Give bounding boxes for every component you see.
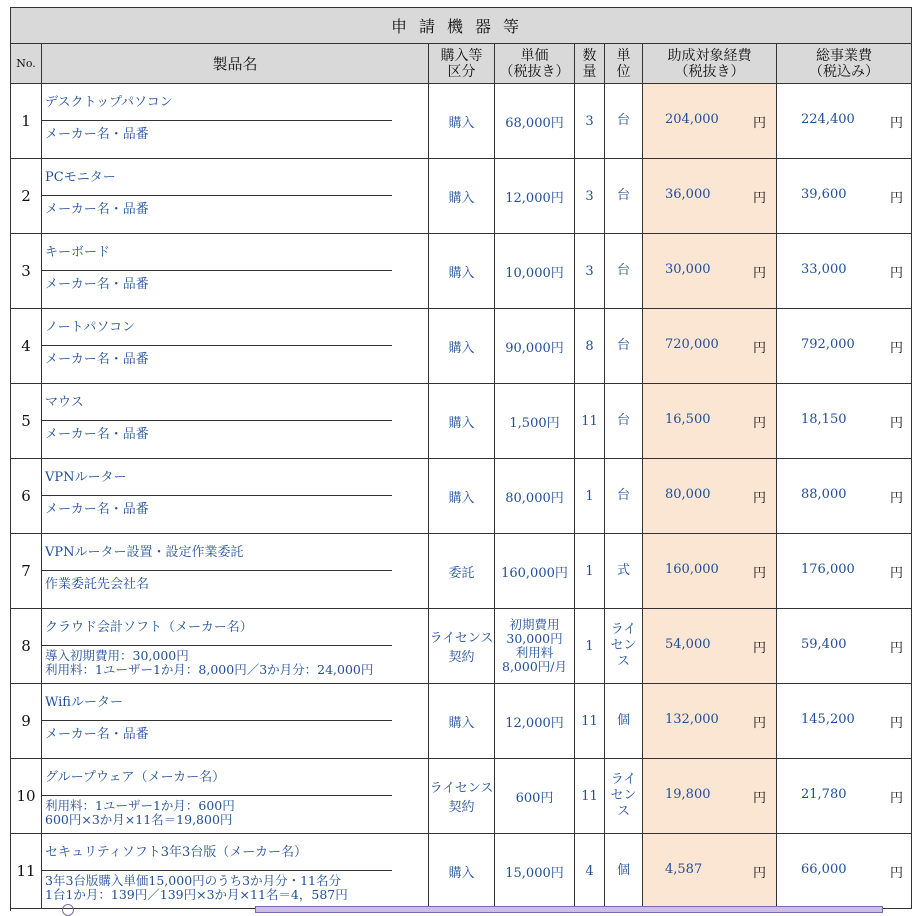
header-unit: 単 位 [605, 44, 643, 84]
unit-price-line: 利用料 [515, 645, 554, 660]
product-detail-line: 利用料：1ユーザー1か月：600円 [45, 798, 235, 813]
total-cost-value: 792,000 [801, 337, 855, 352]
product-name: VPNルーター設置・設定作業委託 [42, 534, 392, 571]
unit-line: 台 [616, 413, 630, 428]
unit-line: 個 [616, 713, 630, 728]
unit [605, 609, 643, 684]
product-name: Wifiルーター [42, 684, 392, 721]
subsidy-cost-value: 132,000 [665, 712, 719, 727]
yen-label: 円 [752, 491, 766, 506]
total-cost-cell [777, 684, 912, 759]
unit-price-line: 80,000円 [505, 490, 564, 506]
yen-label: 円 [752, 716, 766, 731]
product-detail [42, 271, 428, 292]
unit-line: セン [610, 638, 637, 653]
product-name: ノートパソコン [42, 309, 392, 346]
product-detail [42, 721, 428, 742]
quantity: 4 [575, 834, 605, 909]
unit [605, 384, 643, 459]
unit-price-line: 初期費用 [509, 617, 560, 632]
product-cell [42, 759, 429, 834]
unit [605, 684, 643, 759]
yen-label: 円 [890, 866, 904, 881]
product-detail [42, 496, 428, 517]
product-name: クラウド会計ソフト（メーカー名） [42, 609, 392, 646]
unit-price-line: 90,000円 [505, 340, 564, 356]
unit-price [495, 834, 575, 909]
header-product: 製品名 [42, 44, 429, 84]
total-cost-value: 33,000 [801, 262, 847, 277]
quantity: 1 [575, 459, 605, 534]
yen-label: 円 [890, 191, 904, 206]
product-detail-line: メーカー名・品番 [45, 127, 149, 142]
unit-price-line: 68,000円 [505, 115, 564, 131]
subsidy-cost-value: 80,000 [665, 487, 711, 502]
yen-label: 円 [890, 341, 904, 356]
unit-price [495, 309, 575, 384]
product-detail-line: メーカー名・品番 [45, 727, 149, 742]
product-detail [42, 871, 428, 902]
subsidy-cost-value: 30,000 [665, 262, 711, 277]
unit-line: 台 [616, 188, 630, 203]
unit-price-line: 600円 [515, 790, 554, 806]
unit-price [495, 684, 575, 759]
subsidy-cost-value: 720,000 [665, 337, 719, 352]
subsidy-cost-cell [643, 84, 777, 159]
unit-price-line: 10,000円 [505, 265, 564, 281]
unit [605, 834, 643, 909]
total-cost-cell [777, 84, 912, 159]
unit-price-line: 30,000円 [506, 631, 563, 646]
product-cell [42, 609, 429, 684]
unit-line: ライ [610, 772, 637, 787]
unit-price [495, 234, 575, 309]
header-unit-price: 単価 （税抜き） [495, 44, 575, 84]
purchase-type: 購入 [429, 684, 495, 759]
unit-price [495, 459, 575, 534]
row-number: 1 [11, 84, 42, 159]
subsidy-cost-value: 160,000 [665, 562, 719, 577]
unit-line: ス [616, 654, 630, 669]
yen-label: 円 [890, 266, 904, 281]
yen-label: 円 [890, 791, 904, 806]
subsidy-cost-cell [643, 534, 777, 609]
purchase-type: 委託 [429, 534, 495, 609]
yen-label: 円 [752, 191, 766, 206]
product-detail-line: 作業委託先会社名 [45, 577, 150, 592]
row-number: 9 [11, 684, 42, 759]
quantity: 3 [575, 234, 605, 309]
purchase-type: 購入 [429, 159, 495, 234]
unit-line: 台 [616, 263, 630, 278]
yen-label: 円 [890, 716, 904, 731]
product-detail-line: メーカー名・品番 [45, 502, 149, 517]
yen-label: 円 [752, 791, 766, 806]
total-cost-cell [777, 834, 912, 909]
quantity: 1 [575, 534, 605, 609]
product-name: グループウェア（メーカー名） [42, 759, 392, 796]
subsidy-cost-cell [643, 684, 777, 759]
unit-price-line: 8,000円/月 [502, 659, 567, 674]
subsidy-cost-cell [643, 234, 777, 309]
table-row [11, 534, 912, 609]
next-section-bar [255, 906, 883, 913]
row-number: 4 [11, 309, 42, 384]
product-name: セキュリティソフト3年3台版（メーカー名） [42, 834, 392, 871]
total-cost-value: 21,780 [801, 787, 847, 802]
yen-label: 円 [890, 641, 904, 656]
unit-price-line: 1,500円 [509, 415, 560, 431]
unit-line: 台 [616, 113, 630, 128]
unit-price-line: 12,000円 [505, 715, 564, 731]
subsidy-cost-cell [643, 159, 777, 234]
product-detail-line: メーカー名・品番 [45, 352, 149, 367]
yen-label: 円 [752, 566, 766, 581]
product-name: PCモニター [42, 159, 392, 196]
yen-label: 円 [890, 566, 904, 581]
table-row [11, 834, 912, 909]
product-detail-line: メーカー名・品番 [45, 427, 149, 442]
purchase-type: 購入 [429, 384, 495, 459]
row-number: 11 [11, 834, 42, 909]
unit-price [495, 384, 575, 459]
unit-line: セン [610, 788, 637, 803]
unit [605, 759, 643, 834]
yen-label: 円 [890, 116, 904, 131]
total-cost-cell [777, 309, 912, 384]
total-cost-value: 59,400 [801, 637, 847, 652]
subsidy-cost-cell [643, 384, 777, 459]
yen-label: 円 [752, 266, 766, 281]
header-total-cost: 総事業費 （税込み） [777, 44, 912, 84]
total-cost-value: 176,000 [801, 562, 855, 577]
subsidy-cost-value: 16,500 [665, 412, 711, 427]
purchase-type: 購入 [429, 84, 495, 159]
product-detail-line: メーカー名・品番 [45, 202, 149, 217]
product-cell [42, 309, 429, 384]
total-cost-cell [777, 759, 912, 834]
unit [605, 159, 643, 234]
table-row [11, 234, 912, 309]
total-cost-value: 18,150 [801, 412, 847, 427]
quantity: 1 [575, 609, 605, 684]
subsidy-cost-cell [643, 609, 777, 684]
row-number: 10 [11, 759, 42, 834]
header-no: No. [11, 44, 42, 84]
quantity: 11 [575, 384, 605, 459]
product-cell [42, 834, 429, 909]
unit-price [495, 159, 575, 234]
purchase-type: 購入 [429, 234, 495, 309]
subsidy-cost-value: 36,000 [665, 187, 711, 202]
table-row [11, 159, 912, 234]
subsidy-cost-cell [643, 459, 777, 534]
product-detail-line: メーカー名・品番 [45, 277, 149, 292]
header-subsidy-cost: 助成対象経費 （税抜き） [643, 44, 777, 84]
unit-line: 台 [616, 488, 630, 503]
row-number: 8 [11, 609, 42, 684]
quantity: 3 [575, 84, 605, 159]
product-detail [42, 646, 428, 677]
yen-label: 円 [752, 116, 766, 131]
unit [605, 84, 643, 159]
total-cost-value: 66,000 [801, 862, 847, 877]
product-detail-line: 1台1か月：139円／139円×3か月×11名＝4，587円 [45, 887, 348, 902]
product-detail [42, 121, 428, 142]
yen-label: 円 [890, 416, 904, 431]
product-detail-line: 導入初期費用：30,000円 [45, 648, 189, 663]
unit-line: 式 [616, 563, 630, 578]
product-cell [42, 459, 429, 534]
product-cell [42, 684, 429, 759]
header-row [11, 44, 912, 84]
header-purchase-type: 購入等 区分 [429, 44, 495, 84]
quantity: 8 [575, 309, 605, 384]
total-cost-value: 224,400 [801, 112, 855, 127]
row-number: 5 [11, 384, 42, 459]
subsidy-cost-cell [643, 309, 777, 384]
unit-price [495, 759, 575, 834]
purchase-type: ライセンス契約 [429, 609, 495, 684]
purchase-type: 購入 [429, 309, 495, 384]
row-number: 6 [11, 459, 42, 534]
unit-price-line: 12,000円 [505, 190, 564, 206]
table-row [11, 459, 912, 534]
subsidy-cost-value: 19,800 [665, 787, 711, 802]
yen-label: 円 [752, 641, 766, 656]
equipment-table [10, 7, 912, 909]
unit-price-line: 160,000円 [501, 565, 568, 581]
product-detail [42, 346, 428, 367]
unit-price-line: 15,000円 [505, 865, 564, 881]
circle-marker-icon [62, 904, 74, 916]
table-row [11, 309, 912, 384]
yen-label: 円 [752, 416, 766, 431]
header-quantity: 数 量 [575, 44, 605, 84]
purchase-type: ライセンス契約 [429, 759, 495, 834]
product-detail-line: 600円×3か月×11名＝19,800円 [45, 812, 233, 827]
subsidy-cost-cell [643, 834, 777, 909]
yen-label: 円 [752, 341, 766, 356]
row-number: 3 [11, 234, 42, 309]
product-cell [42, 234, 429, 309]
table-row [11, 759, 912, 834]
unit-line: ス [616, 804, 630, 819]
product-cell [42, 384, 429, 459]
unit-price [495, 84, 575, 159]
total-cost-value: 145,200 [801, 712, 855, 727]
product-detail-line: 利用料：1ユーザー1か月：8,000円／3か月分：24,000円 [45, 662, 374, 677]
total-cost-cell [777, 459, 912, 534]
yen-label: 円 [890, 491, 904, 506]
total-cost-value: 88,000 [801, 487, 847, 502]
unit-line: 台 [616, 338, 630, 353]
product-cell [42, 159, 429, 234]
table-row [11, 84, 912, 159]
table-row [11, 684, 912, 759]
quantity: 11 [575, 759, 605, 834]
unit-price [495, 534, 575, 609]
quantity: 11 [575, 684, 605, 759]
unit [605, 309, 643, 384]
product-name: マウス [42, 384, 392, 421]
product-detail [42, 421, 428, 442]
unit [605, 234, 643, 309]
purchase-type: 購入 [429, 459, 495, 534]
subsidy-cost-value: 204,000 [665, 112, 719, 127]
unit-line: ライ [610, 622, 637, 637]
row-number: 2 [11, 159, 42, 234]
unit-price [495, 609, 575, 684]
table-title: 申請機器等 [11, 8, 912, 44]
product-cell [42, 534, 429, 609]
product-detail-line: 3年3台版購入単価15,000円のうち3か月分・11名分 [45, 873, 342, 888]
yen-label: 円 [752, 866, 766, 881]
total-cost-cell [777, 384, 912, 459]
unit [605, 459, 643, 534]
total-cost-cell [777, 534, 912, 609]
product-detail [42, 571, 428, 592]
product-detail [42, 196, 428, 217]
subsidy-cost-cell [643, 759, 777, 834]
row-number: 7 [11, 534, 42, 609]
total-cost-cell [777, 159, 912, 234]
unit [605, 534, 643, 609]
table-row [11, 609, 912, 684]
subsidy-cost-value: 54,000 [665, 637, 711, 652]
quantity: 3 [575, 159, 605, 234]
table-row [11, 384, 912, 459]
total-cost-value: 39,600 [801, 187, 847, 202]
total-cost-cell [777, 609, 912, 684]
total-cost-cell [777, 234, 912, 309]
product-name: デスクトップパソコン [42, 84, 392, 121]
purchase-type: 購入 [429, 834, 495, 909]
product-name: VPNルーター [42, 459, 392, 496]
unit-line: 個 [616, 863, 630, 878]
subsidy-cost-value: 4,587 [665, 862, 703, 877]
product-name: キーボード [42, 234, 392, 271]
product-cell [42, 84, 429, 159]
product-detail [42, 796, 428, 827]
